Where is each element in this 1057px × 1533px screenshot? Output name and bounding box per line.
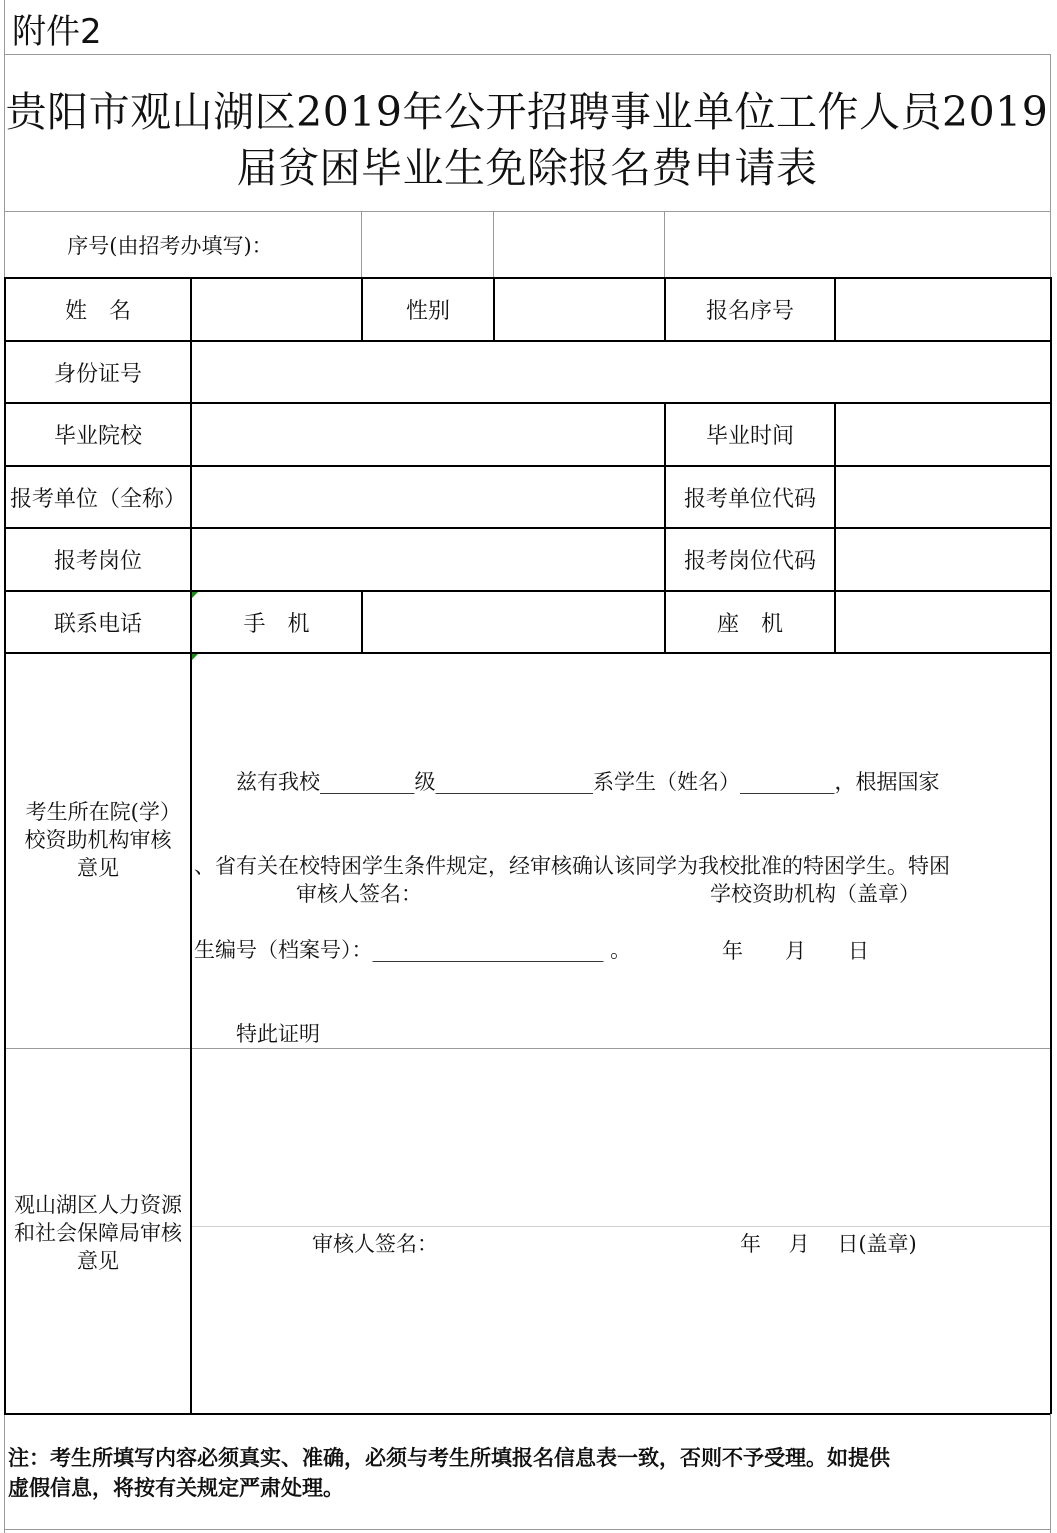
school-stamp-label: 学校资助机构（盖章） (710, 882, 920, 906)
post-code-label: 报考岗位代码 (683, 549, 816, 574)
form-title (4, 84, 1050, 196)
grad-time-input[interactable] (836, 404, 1050, 465)
table-line (4, 1529, 1050, 1530)
footer-note-line: 注：考生所填写内容必须真实、准确，必须与考生所填报名信息表一致，否则不予受理。如提供 (8, 1445, 890, 1470)
school-review-text (194, 712, 1050, 1104)
name-label: 姓 名 (64, 299, 131, 324)
table-line (4, 652, 1050, 654)
form-title-line1: 贵阳市观山湖区2019年公开招聘事业单位工作人员2019 (5, 88, 1049, 136)
bureau-date-label: 年 月 日(盖章) (740, 1232, 917, 1256)
frame-line (4, 54, 1050, 55)
contact-label: 联系电话 (53, 611, 142, 637)
serial-label: 序号(由招考办填写)： (67, 234, 273, 258)
table-line (191, 1226, 1050, 1227)
frame-line (4, 211, 1050, 212)
school-review-text-line: 兹有我校_________级_______________系学生（姓名）_________，根据国家 (194, 770, 940, 794)
table-line (1050, 277, 1052, 1414)
school-input[interactable] (192, 404, 664, 465)
mobile-label: 手 机 (243, 611, 310, 637)
bureau-review-label: 观山湖区人力资源和社会保障局审核意见 (14, 1193, 182, 1273)
grid-line (664, 211, 665, 278)
school-review-text-line: 生编号（档案号）：______________________ 。 (194, 938, 632, 962)
mobile-input[interactable] (363, 592, 664, 652)
name-input[interactable] (192, 279, 361, 340)
bureau-signer-label: 审核人签名： (312, 1232, 438, 1256)
unit-code-input[interactable] (836, 467, 1050, 527)
school-review-text-line: 特此证明 (194, 1022, 320, 1046)
footer-note (8, 1443, 1048, 1503)
reg-no-label: 报名序号 (705, 299, 794, 324)
post-label: 报考岗位 (53, 549, 142, 574)
comment-marker (192, 654, 198, 660)
id-no-label: 身份证号 (53, 361, 142, 387)
school-label: 毕业院校 (53, 424, 142, 449)
school-signer-label: 审核人签名： (296, 882, 422, 906)
school-review-label: 考生所在院(学）校资助机构审核意见 (24, 800, 172, 880)
post-input[interactable] (192, 529, 664, 590)
unit-label: 报考单位（全称） (9, 486, 186, 512)
school-date-label: 年 月 日 (722, 939, 869, 963)
school-review-text-line: 、省有关在校特困学生条件规定，经审核确认该同学为我校批准的特困学生。特困 (194, 854, 950, 878)
post-code-input[interactable] (836, 529, 1050, 590)
gender-label: 性别 (405, 299, 450, 324)
table-line (4, 1413, 1050, 1415)
unit-code-label: 报考单位代码 (683, 486, 816, 512)
reg-no-input[interactable] (836, 279, 1050, 340)
grid-line (493, 211, 494, 278)
grad-time-label: 毕业时间 (705, 424, 794, 449)
gender-input[interactable] (495, 279, 664, 340)
footer-note-line: 虚假信息，将按有关规定严肃处理。 (8, 1475, 344, 1500)
landline-input[interactable] (836, 592, 1050, 652)
grid-line (361, 211, 362, 278)
landline-label: 座 机 (716, 611, 783, 637)
unit-input[interactable] (192, 467, 664, 527)
id-no-input[interactable] (192, 342, 1050, 402)
attachment-label: 附件2 (12, 12, 102, 52)
form-title-line2: 届贫困毕业生免除报名费申请表 (236, 144, 818, 192)
